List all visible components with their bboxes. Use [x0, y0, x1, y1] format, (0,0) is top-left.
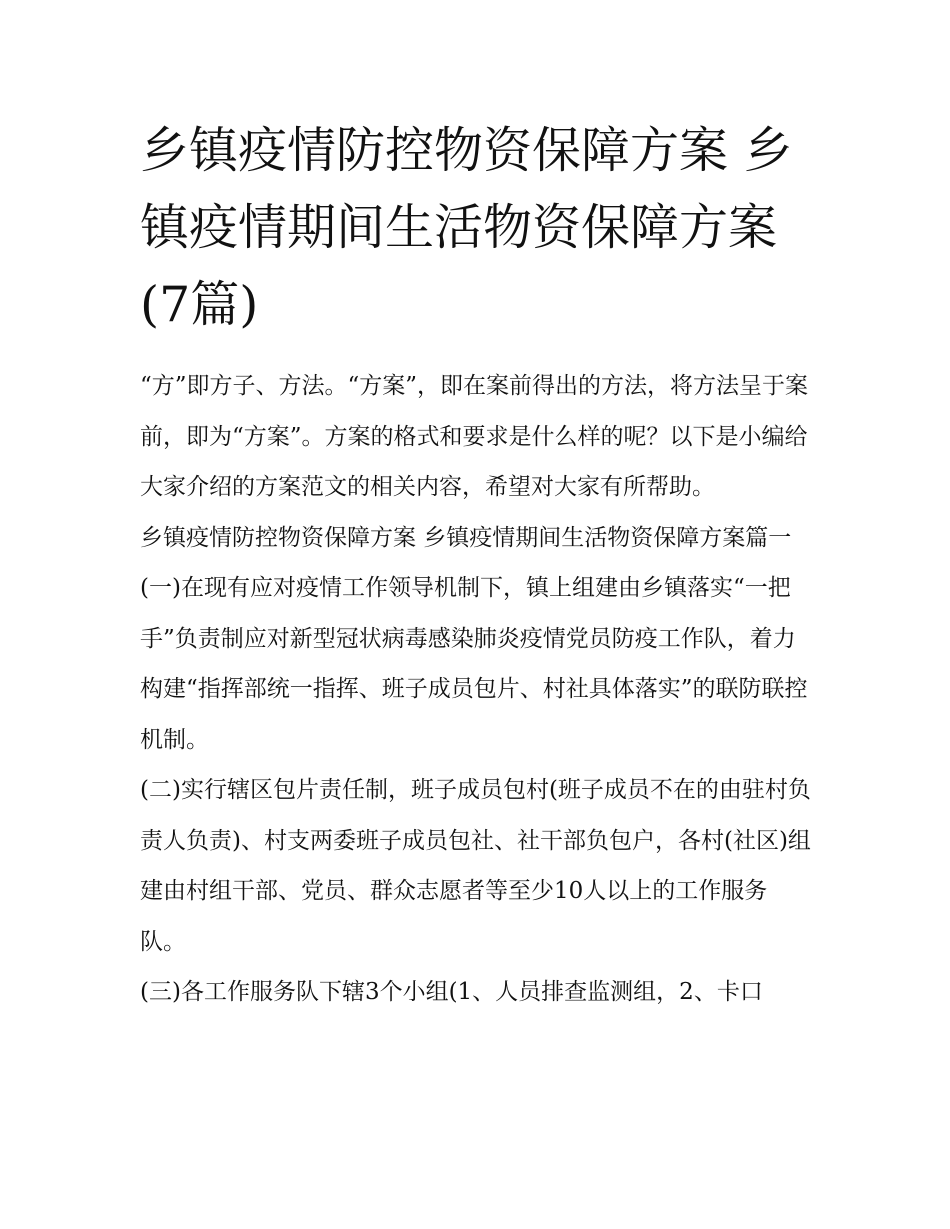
- paragraph-intro: “方”即方子、方法。“方案”，即在案前得出的方法，将方法呈于案前，即为“方案”。方案的格式和要求是什么样的呢？以下是小编给大家介绍的方案范文的相关内容，希望对大家有所帮助。: [140, 373, 809, 500]
- paragraph-section-heading: 乡镇疫情防控物资保障方案 乡镇疫情期间生活物资保障方案篇一: [140, 524, 792, 551]
- document-page: [140, 112, 812, 1018]
- document-title: 乡镇疫情防控物资保障方案 乡镇疫情期间生活物资保障方案(7篇): [140, 122, 793, 333]
- paragraph-item-1: (一)在现有应对疫情工作领导机制下，镇上组建由乡镇落实“一把手”负责制应对新型冠状病毒感染肺炎疫情党员防疫工作队，着力构建“指挥部统一指挥、班子成员包片、村社具体落实”的联防联控机制。: [140, 575, 808, 753]
- paragraph-item-3: (三)各工作服务队下辖3个小组(1、人员排查监测组，2、卡口: [140, 979, 763, 1005]
- paragraph-item-2: (二)实行辖区包片责任制，班子成员包村(班子成员不在的由驻村负责人负责)、村支两委班子成员包社、社干部负包户，各村(社区)组建由村组干部、党员、群众志愿者等至少10人以上的工作服务队。: [140, 777, 811, 955]
